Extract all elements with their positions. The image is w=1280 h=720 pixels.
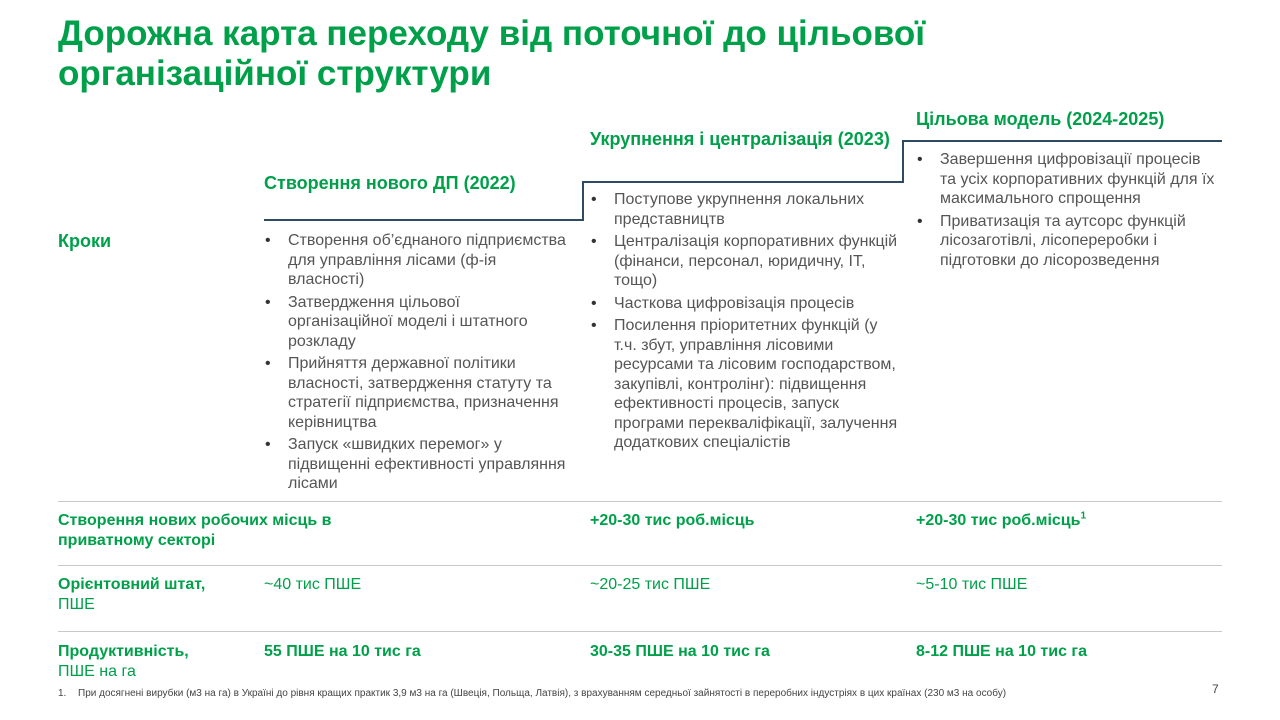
list-item: • Централізація корпоративних функцій (фінанси, персонал, юридичну, ІТ, тощо) (590, 232, 900, 291)
list-item: • Завершення цифровізації процесів та усіх корпоративних функцій для їх максимального спрощення (916, 150, 1216, 209)
list-item: • Прийняття державної політики власності, затвердження статуту та стратегії підприємства, призначення керівництва (264, 354, 569, 432)
productivity-label-unit: ПШЕ на га (58, 663, 136, 680)
divider (58, 501, 1222, 502)
staff-label-bold: Орієнтовний штат, (58, 576, 206, 593)
productivity-value-2024: 8-12 ПШЕ на 10 тис га (916, 643, 1087, 660)
page-title: Дорожна карта переходу від поточної до цільової організаційної структури (58, 14, 926, 93)
jobs-value-2023: +20-30 тис роб.місць (590, 512, 755, 529)
steps-label: Кроки (58, 231, 112, 251)
jobs-value-2024-text: +20-30 тис роб.місць (916, 512, 1081, 529)
list-item: • Поступове укрупнення локальних представництв (590, 190, 900, 229)
step-line-2023 (582, 181, 904, 183)
staff-value-2023: ~20-25 тис ПШЕ (590, 576, 711, 593)
staff-label-unit: ПШЕ (58, 596, 95, 613)
productivity-value-2023: 30-35 ПШЕ на 10 тис га (590, 643, 770, 660)
footnote-text: При досягнені вирубки (м3 на га) в Україні до рівня кращих практик 3,9 м3 на га (Швеція, Польща, Латвія), з врахуванням середньої зайнятості в переробних індустріях в цих країнах (230 м3 на особу) (78, 688, 1007, 699)
step-line-2024 (902, 140, 1222, 142)
list-item: • Створення об’єднаного підприємства для управління лісами (ф-ія власності) (264, 231, 569, 290)
phase-heading-2023: Укрупнення і централізація (2023) (590, 129, 890, 149)
list-item: • Запуск «швидких перемог» у підвищенні ефективності управляння лісами (264, 435, 569, 494)
step-riser-2 (902, 140, 904, 183)
footnote (58, 688, 1158, 699)
step-riser-1 (582, 181, 584, 221)
phase-heading-2022: Створення нового ДП (2022) (264, 173, 516, 193)
page-number: 7 (1212, 682, 1219, 696)
productivity-value-2022: 55 ПШЕ на 10 тис га (264, 643, 421, 660)
productivity-label-bold: Продуктивність, (58, 643, 189, 660)
staff-row-label (58, 575, 258, 615)
footnote-mark: 1 (1080, 510, 1087, 522)
list-item: • Часткова цифровізація процесів (590, 294, 900, 314)
divider (58, 631, 1222, 632)
phase-2023-steps (590, 190, 900, 456)
jobs-row-label: Створення нових робочих місць в приватному секторі (58, 512, 332, 549)
step-line-2022 (264, 219, 584, 221)
phase-2024-steps (916, 150, 1216, 273)
footnote-number: 1. (58, 688, 67, 699)
divider (58, 565, 1222, 566)
list-item: • Приватизація та аутсорс функцій лісозаготівлі, лісопереробки і підготовки до лісорозведення (916, 212, 1216, 271)
staff-value-2022: ~40 тис ПШЕ (264, 576, 362, 593)
phase-heading-2024-2025: Цільова модель (2024-2025) (916, 109, 1165, 129)
productivity-row-label (58, 642, 258, 682)
jobs-value-2024 (916, 511, 1086, 531)
staff-value-2024: ~5-10 тис ПШЕ (916, 576, 1028, 593)
phase-2022-steps (264, 231, 569, 497)
list-item: • Посилення пріоритетних функцій (у т.ч. збут, управління лісовими ресурсами та лісовим господарством, закупівлі, контролінг): підвищення ефективності процесів, запуск програми перекваліфікації, залучення додаткових спеціалістів (590, 316, 900, 453)
list-item: • Затвердження цільової організаційної моделі і штатного розкладу (264, 293, 569, 352)
